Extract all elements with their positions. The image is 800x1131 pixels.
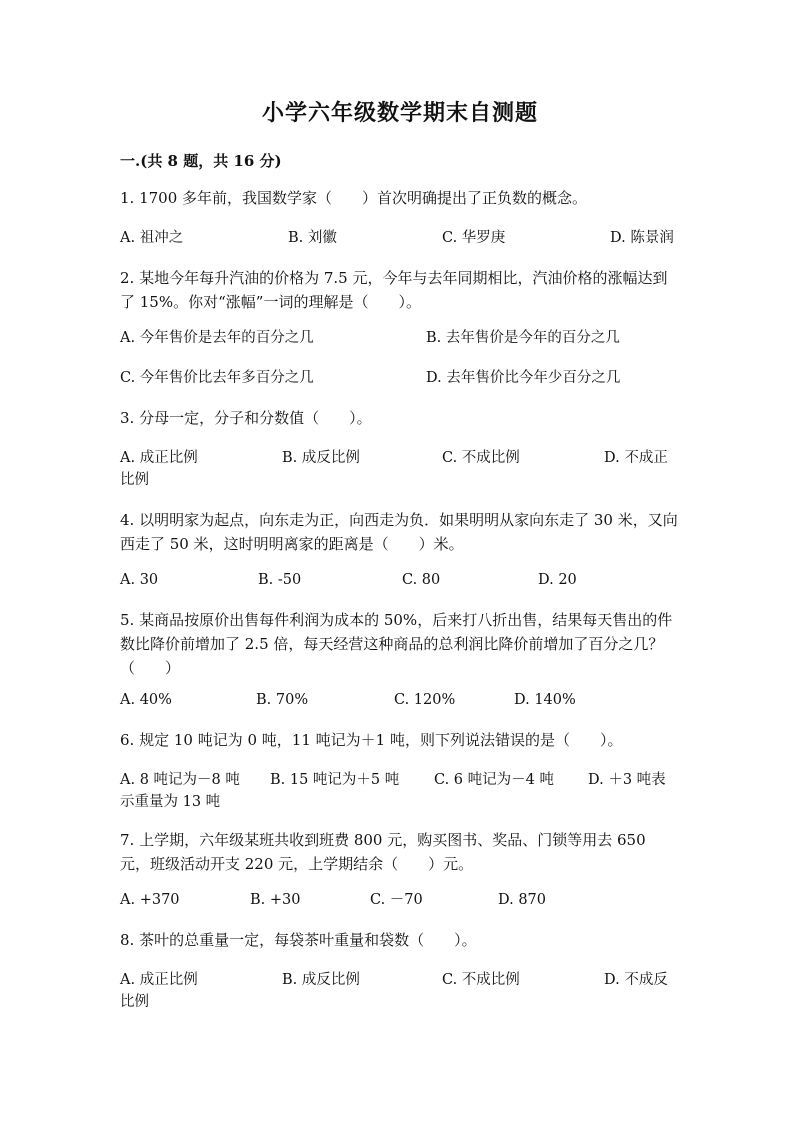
option-a: A. 今年售价是去年的百分之几: [120, 330, 314, 346]
option-b: B. 成反比例: [282, 450, 360, 466]
option-d: D. 20: [538, 572, 577, 588]
question-6-option-d-continued: 示重量为 13 吨: [120, 794, 221, 810]
question-8-text: 8. 茶叶的总重量一定，每袋茶叶重量和袋数（ ）。: [120, 931, 477, 949]
question-3-options: [120, 446, 680, 470]
option-a: A. 30: [120, 572, 159, 588]
question-6-options: [120, 768, 680, 792]
option-c: C. 6 吨记为－4 吨: [434, 772, 554, 788]
question-2-options-row-2: [120, 366, 680, 390]
section-heading: 一.(共 8 题，共 16 分): [120, 152, 282, 170]
option-c: C. 不成比例: [442, 450, 520, 466]
option-c: C. 华罗庚: [442, 230, 506, 246]
option-d: D. 陈景润: [610, 230, 674, 246]
question-7-text: 7. 上学期，六年级某班共收到班费 800 元，购买图书、奖品、门锁等用去 650 元，班级活动开支 220 元，上学期结余（ ）元。: [120, 831, 646, 873]
option-b: B. +30: [250, 892, 301, 908]
option-a: A. 成正比例: [120, 972, 198, 988]
option-c: C. 不成比例: [442, 972, 520, 988]
option-a: A. 40%: [120, 692, 172, 708]
question-2-text: 2. 某地今年每升汽油的价格为 7.5 元，今年与去年同期相比，汽油价格的涨幅达到了 15%。你对“涨幅”一词的理解是（ ）。: [120, 269, 668, 311]
question-7-options: [120, 888, 680, 912]
option-d: D. 140%: [514, 692, 576, 708]
page-title: 小学六年级数学期末自测题: [261, 100, 538, 126]
option-b: B. -50: [258, 572, 302, 588]
option-b: B. 15 吨记为＋5 吨: [270, 772, 400, 788]
option-a: A. +370: [120, 892, 180, 908]
question-5-text: 5. 某商品按原价出售每件利润为成本的 50%，后来打八折出售，结果每天售出的件数比降价前增加了 2.5 倍，每天经营这种商品的总利润比降价前增加了百分之几？（ ）: [120, 611, 673, 677]
option-d: D. 不成正: [604, 450, 668, 466]
option-b: B. 70%: [256, 692, 309, 708]
option-d: D. 去年售价比今年少百分之几: [426, 370, 621, 386]
question-4-text: 4. 以明明家为起点，向东走为正，向西走为负．如果明明从家向东走了 30 米，又向西走了 50 米，这时明明离家的距离是（ ）米。: [120, 511, 678, 553]
option-c: C. －70: [370, 892, 423, 908]
option-b: B. 去年售价是今年的百分之几: [426, 330, 620, 346]
question-8-option-d-continued: 比例: [120, 994, 149, 1010]
option-c: C. 120%: [394, 692, 456, 708]
question-4-options: [120, 568, 680, 592]
option-a: A. 8 吨记为－8 吨: [120, 772, 240, 788]
option-d: D. ＋3 吨表: [588, 772, 666, 788]
question-3-option-d-continued: 比例: [120, 472, 149, 488]
option-d: D. 870: [498, 892, 547, 908]
option-a: A. 祖冲之: [120, 230, 184, 246]
question-8-options: [120, 968, 680, 992]
option-c: C. 今年售价比去年多百分之几: [120, 370, 314, 386]
option-d: D. 不成反: [604, 972, 668, 988]
question-3-text: 3. 分母一定，分子和分数值（ ）。: [120, 409, 372, 427]
question-5-options: [120, 688, 680, 712]
question-1-options: [120, 226, 680, 250]
option-a: A. 成正比例: [120, 450, 198, 466]
question-6-text: 6. 规定 10 吨记为 0 吨，11 吨记为＋1 吨，则下列说法错误的是（ ）。: [120, 731, 623, 749]
option-b: B. 成反比例: [282, 972, 360, 988]
question-2-options-row-1: [120, 326, 680, 350]
option-c: C. 80: [402, 572, 441, 588]
option-b: B. 刘徽: [288, 230, 337, 246]
question-1-text: 1. 1700 多年前，我国数学家（ ）首次明确提出了正负数的概念。: [120, 189, 588, 207]
